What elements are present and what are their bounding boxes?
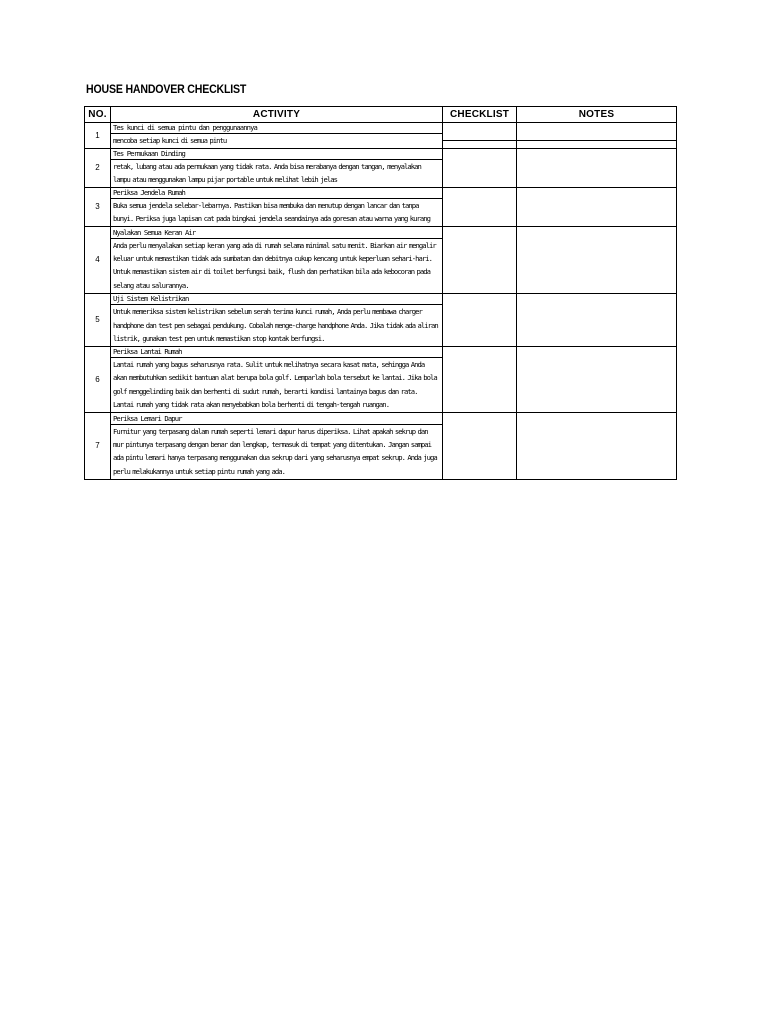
table-row	[85, 187, 677, 226]
document-title: HOUSE HANDOVER CHECKLIST	[86, 84, 247, 96]
activity-cell	[111, 226, 443, 293]
table-row	[85, 412, 677, 479]
header-no: NO.	[85, 107, 111, 123]
activity-description: retak, lubang atau ada permukaan yang tidak rata. Anda bisa merabanya dengan tangan, menyalakan lampu atau menggunakan lampu pijar portable untuk melihat lebih jelas	[113, 162, 421, 185]
activity-description: Lantai rumah yang bagus seharusnya rata. Sulit untuk melihatnya secara kasat mata, sehingga Anda akan membutuhkan sedikit bantuan alat berupa bola golf. Lemparlah bola tersebut ke lantai. Jika bola golf menggelinding baik dan berhenti di sudut rumah, berarti kondisi lantainya bagus dan rata. Lantai rumah yang tidak rata akan menyebabkan bola berhenti di tengah-tengah ruangan.	[113, 360, 437, 410]
activity-cell	[111, 149, 443, 188]
activity-cell	[111, 346, 443, 412]
notes-cell[interactable]	[517, 123, 677, 149]
row-number: 1	[85, 123, 111, 149]
table-header-row	[85, 107, 677, 123]
table-row	[85, 226, 677, 293]
notes-cell-divider	[517, 130, 676, 141]
activity-title: Tes Permukaan Dinding	[111, 149, 442, 160]
row-number: 6	[85, 346, 111, 412]
table-row	[85, 346, 677, 412]
notes-cell[interactable]	[517, 293, 677, 346]
row-number: 3	[85, 187, 111, 226]
table-row	[85, 149, 677, 188]
activity-description: Buka semua jendela selebar-lebarnya. Pastikan bisa membuka dan menutup dengan lancar dan tanpa bunyi. Periksa juga lapisan cat pada bingkai jendela seandainya ada goresan atau warna yang kurang	[113, 200, 430, 224]
row-number: 4	[85, 226, 111, 293]
activity-title: Tes kunci di semua pintu dan penggunaannya	[111, 123, 442, 134]
row-number: 2	[85, 149, 111, 188]
activity-description: Anda perlu menyalakan setiap keran yang ada di rumah selama minimal satu menit. Biarkan air mengalir keluar untuk memastikan tidak ada sumbatan dan debitnya cukup kencang untuk keperluan sehari-hari. Untuk memastikan sistem air di toilet berfungsi baik, flush dan perhatikan bila ada kebocoran pada selang atau salurannya.	[113, 240, 436, 290]
row-number: 7	[85, 412, 111, 479]
notes-cell[interactable]	[517, 187, 677, 226]
header-checklist: CHECKLIST	[443, 107, 517, 123]
checklist-cell-divider	[443, 130, 516, 141]
checklist-cell[interactable]	[443, 149, 517, 188]
activity-cell	[111, 123, 443, 149]
checklist-cell[interactable]	[443, 412, 517, 479]
activity-title: Nyalakan Semua Keran Air	[111, 228, 442, 239]
header-notes: NOTES	[517, 107, 677, 123]
notes-cell[interactable]	[517, 149, 677, 188]
notes-cell[interactable]	[517, 226, 677, 293]
activity-title: Periksa Jendela Rumah	[111, 188, 442, 199]
activity-description: Untuk memeriksa sistem kelistrikan sebelum serah terima kunci rumah, Anda perlu membawa charger handphone dan test pen sebagai pendukung. Cobalah menge-charge handphone Anda. Jika tidak ada aliran listrik, gunakan test pen untuk memastikan stop kontak berfungsi.	[113, 307, 438, 344]
notes-cell[interactable]	[517, 346, 677, 412]
activity-cell	[111, 187, 443, 226]
checklist-cell[interactable]	[443, 123, 517, 149]
activity-description: Furnitur yang terpasang dalam rumah seperti lemari dapur harus diperiksa. Lihat apakah sekrup dan mur pintunya terpasang dengan benar dan lengkap, termasuk di tempat yang ditentukan. Jangan sampai ada pintu lemari hanya terpasang menggunakan dua sekrup dari yang seharusnya empat sekrup. Anda juga perlu melakukannya untuk setiap pintu rumah yang ada.	[113, 426, 437, 476]
handover-checklist-table	[84, 106, 677, 480]
notes-cell[interactable]	[517, 412, 677, 479]
activity-title: Periksa Lemari Dapur	[111, 414, 442, 425]
table-row	[85, 123, 677, 149]
row-number: 5	[85, 293, 111, 346]
checklist-cell[interactable]	[443, 293, 517, 346]
checklist-cell[interactable]	[443, 187, 517, 226]
activity-cell	[111, 412, 443, 479]
header-activity: ACTIVITY	[111, 107, 443, 123]
checklist-cell[interactable]	[443, 226, 517, 293]
activity-title: Periksa Lantai Rumah	[111, 347, 442, 358]
checklist-cell[interactable]	[443, 346, 517, 412]
table-row	[85, 293, 677, 346]
activity-title: Uji Sistem Kelistrikan	[111, 294, 442, 305]
activity-description: mencoba setiap kunci di semua pintu	[113, 136, 227, 146]
activity-cell	[111, 293, 443, 346]
